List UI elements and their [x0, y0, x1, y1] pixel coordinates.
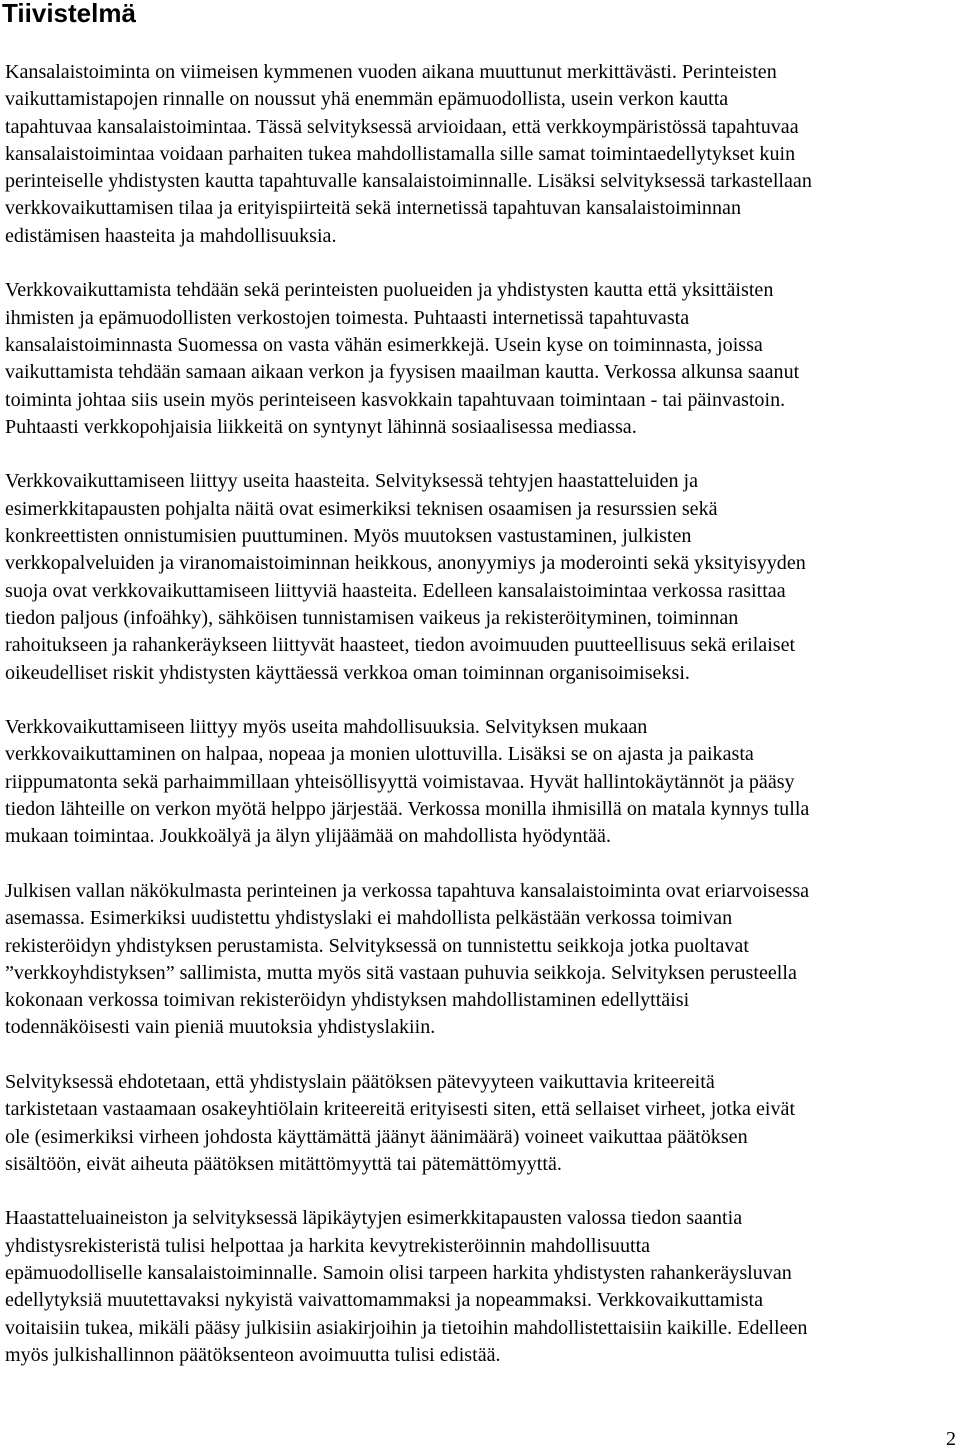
paragraph-line: Haastatteluaineiston ja selvityksessä läpikäytyjen esimerkkitapausten valossa tiedon saantia [5, 1207, 743, 1230]
paragraph-line: verkkovaikuttamisen tilaa ja erityispiirteitä sekä internetissä tapahtuvan kansalaistoiminnan [5, 197, 741, 220]
paragraph [5, 878, 957, 1042]
paragraph-line: oikeudelliset riskit yhdistysten käyttäessä verkkoa oman toiminnan organisoimiseksi. [5, 661, 690, 684]
paragraph-line: perinteiselle yhdistysten kautta tapahtuvalle kansalaistoiminnalle. Lisäksi selvityksessä tarkastellaan [5, 170, 812, 193]
paragraph-line: toiminta johtaa siis usein myös perinteiseen kasvokkain tapahtuvaan toimintaan - tai päinvastoin. [5, 388, 786, 411]
paragraph-line: Verkkovaikuttamista tehdään sekä perinteisten puolueiden ja yhdistysten kautta että yksittäisten [5, 279, 774, 302]
paragraph-line: tapahtuvaa kansalaistoimintaa. Tässä selvityksessä arvioidaan, että verkkoympäristössä tapahtuvaa [5, 115, 799, 138]
document-body [5, 59, 957, 1397]
paragraph-line: kokonaan verkossa toimivan rekisteröidyn yhdistyksen mahdollistaminen edellyttäisi [5, 989, 690, 1012]
paragraph-line: rahoitukseen ja rahankeräykseen liittyvät haasteet, tiedon avoimuuden puutteellisuus sekä erilaiset [5, 634, 796, 657]
paragraph-line: mukaan toimintaa. Joukkoälyä ja älyn ylijäämää on mahdollista hyödyntää. [5, 825, 612, 848]
paragraph-line: riippumatonta sekä parhaimmillaan yhteisöllisyyttä voimistavaa. Hyvät hallintokäytännöt ja pääsy [5, 770, 795, 793]
paragraph-line: tarkistetaan vastaamaan osakeyhtiölain kriteereitä erityisesti siten, että sellaiset virheet, jotka eivät [5, 1098, 796, 1121]
paragraph-line: ihmisten ja epämuodollisten verkostojen toimesta. Puhtaasti internetissä tapahtuvasta [5, 306, 690, 329]
paragraph-line: myös julkishallinnon päätöksenteon avoimuutta tulisi edistää. [5, 1343, 501, 1366]
paragraph [5, 1205, 957, 1369]
paragraph-line: Kansalaistoiminta on viimeisen kymmenen vuoden aikana muuttunut merkittävästi. Perinteisten [5, 61, 777, 83]
paragraph-line: edellytyksiä muutettavaksi nykyistä vaivattomammaksi ja nopeammaksi. Verkkovaikuttamista [5, 1289, 764, 1312]
paragraph [5, 1069, 957, 1178]
page-title: Tiivistelmä [2, 0, 136, 28]
paragraph-line: todennäköisesti vain pieniä muutoksia yhdistyslakiin. [5, 1016, 436, 1039]
paragraph-line: tiedon paljous (infoähky), sähköisen tunnistamisen vaikeus ja rekisteröityminen, toiminnan [5, 606, 739, 629]
paragraph-line: ole (esimerkiksi virheen johdosta käyttämättä jäänyt äänimäärä) voineet vaikuttaa päätöksen [5, 1125, 748, 1148]
paragraph-line: edistämisen haasteita ja mahdollisuuksia. [5, 224, 337, 247]
paragraph [5, 714, 957, 850]
page-number: 2 [946, 1428, 956, 1450]
paragraph-line: yhdistysrekisteristä tulisi helpottaa ja harkita kevytrekisteröinnin mahdollisuutta [5, 1234, 651, 1257]
paragraph-line: Verkkovaikuttamiseen liittyy useita haasteita. Selvityksessä tehtyjen haastatteluiden ja [5, 470, 699, 493]
paragraph-line: Selvityksessä ehdotetaan, että yhdistyslain päätöksen pätevyyteen vaikuttavia kriteereitä [5, 1070, 715, 1093]
paragraph-line: tiedon lähteille on verkon myötä helppo järjestää. Verkossa monilla ihmisillä on matala kynnys tulla [5, 798, 810, 821]
paragraph [5, 59, 957, 250]
paragraph-line: epämuodolliselle kansalaistoiminnalle. Samoin olisi tarpeen harkita yhdistysten rahankeräysluvan [5, 1262, 792, 1285]
paragraph-line: Julkisen vallan näkökulmasta perinteinen ja verkossa tapahtuva kansalaistoiminta ovat eriarvoisessa [5, 879, 810, 902]
paragraph-line: kansalaistoiminnasta Suomessa on vasta vähän esimerkkejä. Usein kyse on toiminnasta, joissa [5, 333, 763, 356]
paragraph-line: Puhtaasti verkkopohjaisia liikkeitä on syntynyt lähinnä sosiaalisessa mediassa. [5, 415, 637, 438]
paragraph-line: verkkopalveluiden ja viranomaistoiminnan heikkous, anonyymiys ja moderointi sekä yksityisyyden [5, 552, 806, 575]
paragraph-line: ”verkkoyhdistyksen” sallimista, mutta myös sitä vastaan puhuvia seikkoja. Selvityksen perusteella [5, 961, 797, 984]
paragraph-line: suoja ovat verkkovaikuttamiseen liittyviä haasteita. Edelleen kansalaistoimintaa verkossa rasittaa [5, 579, 786, 602]
paragraph-line: esimerkkitapausten pohjalta näitä ovat esimerkiksi teknisen osaamisen ja resurssien sekä [5, 497, 718, 520]
paragraph-line: vaikuttamistapojen rinnalle on noussut yhä enemmän epämuodollista, usein verkon kautta [5, 88, 729, 111]
paragraph-line: vaikuttamista tehdään samaan aikaan verkon ja fyysisen maailman kautta. Verkossa alkunsa saanut [5, 361, 800, 384]
paragraph-line: verkkovaikuttaminen on halpaa, nopeaa ja monien ulottuvilla. Lisäksi se on ajasta ja paikasta [5, 743, 754, 766]
paragraph [5, 277, 957, 441]
paragraph-line: rekisteröidyn yhdistyksen perustamista. Selvityksessä on tunnistettu seikkoja jotka puoltavat [5, 934, 749, 957]
paragraph-line: voitaisiin tukea, mikäli pääsy julkisiin asiakirjoihin ja tietoihin mahdollistettaisiin kaikille. Edelleen [5, 1316, 808, 1339]
paragraph-line: Verkkovaikuttamiseen liittyy myös useita mahdollisuuksia. Selvityksen mukaan [5, 716, 648, 739]
paragraph-line: sisältöön, eivät aiheuta päätöksen mitättömyyttä tai pätemättömyyttä. [5, 1152, 562, 1175]
paragraph-line: konkreettisten onnistumisien puuttuminen. Myös muutoksen vastustaminen, julkisten [5, 525, 692, 548]
paragraph-line: kansalaistoimintaa voidaan parhaiten tukea mahdollistamalla sille samat toimintaedellytykset kuin [5, 142, 796, 165]
paragraph-line: asemassa. Esimerkiksi uudistettu yhdistyslaki ei mahdollista pelkästään verkossa toimivan [5, 907, 733, 930]
paragraph [5, 468, 957, 686]
